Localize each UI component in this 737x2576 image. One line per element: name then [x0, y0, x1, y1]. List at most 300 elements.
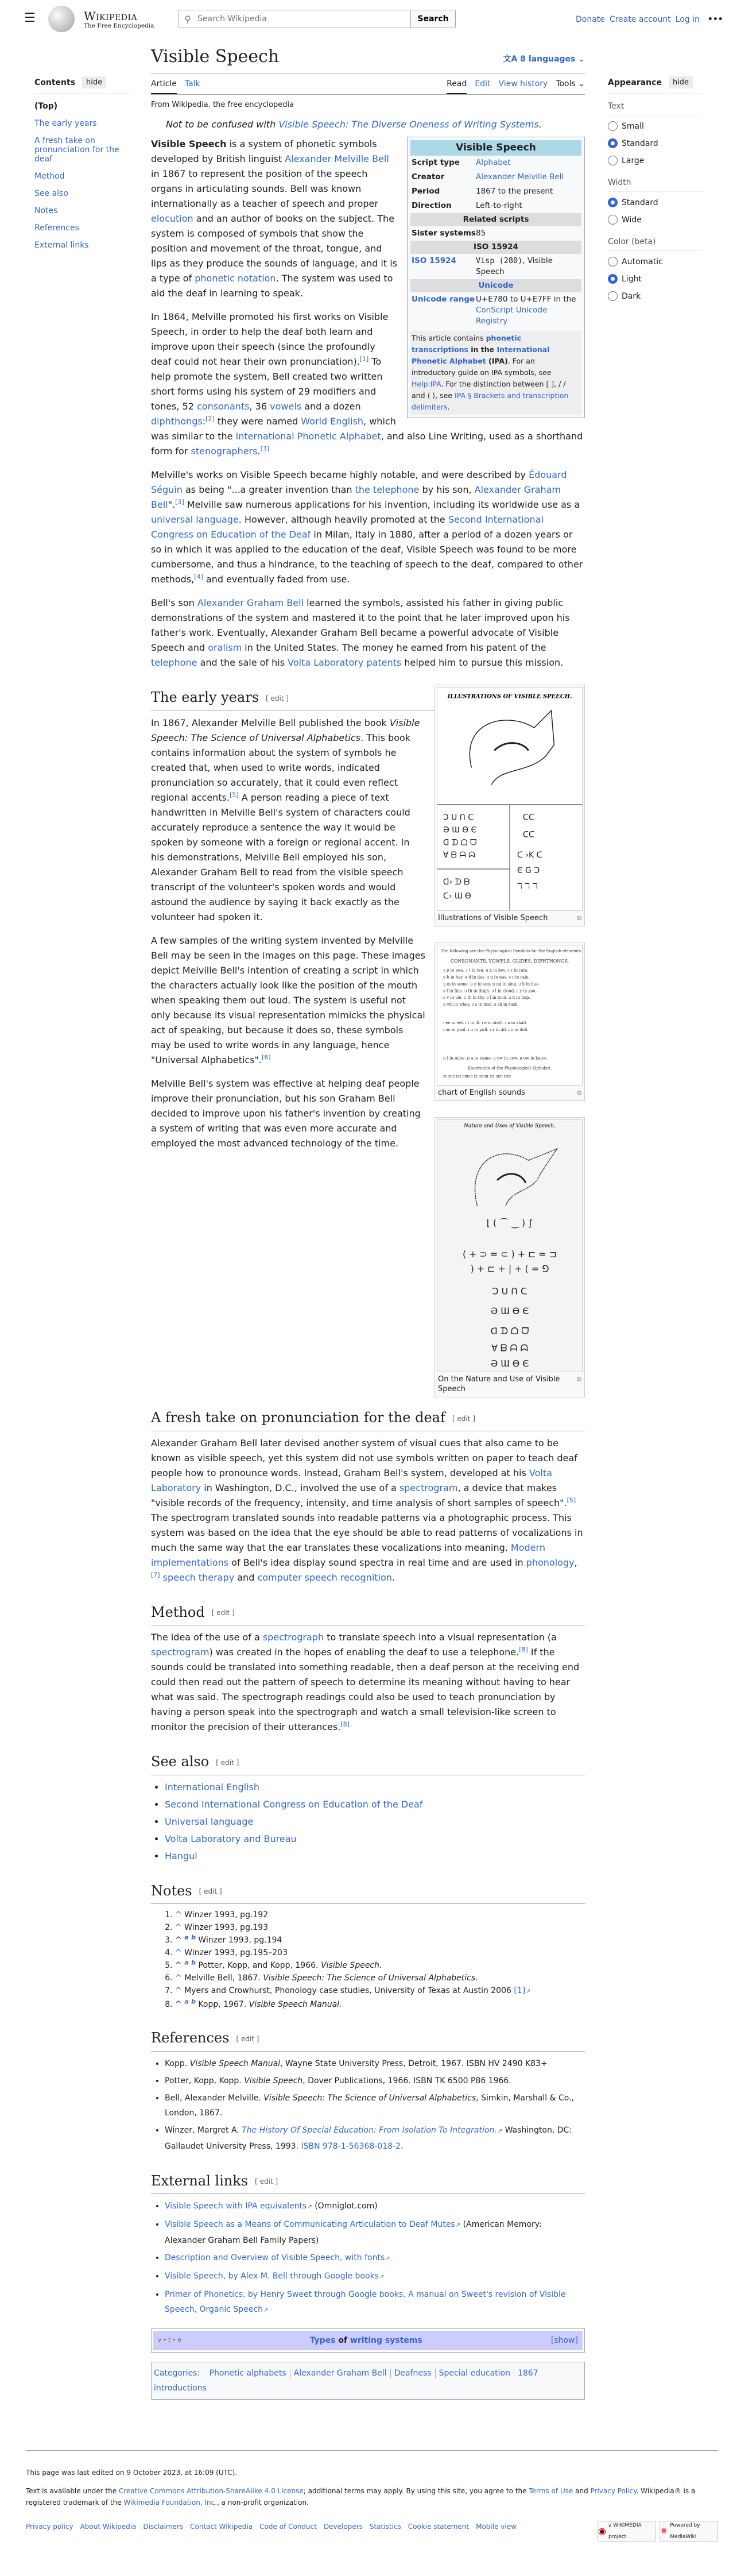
inline-link[interactable]: computer speech recognition	[257, 1571, 392, 1583]
svg-text:ɪ ee in eel. ɪ i in ill. ɪ: ɪ ee in eel. ɪ i in ill. ɪ e in shell. ɪ a in shall.	[443, 1020, 527, 1025]
language-count: 8 languages	[520, 55, 576, 64]
text: and	[234, 1571, 258, 1583]
italic-text: Visible Speech.	[320, 1961, 382, 1970]
text: Not to be confused with	[166, 119, 279, 130]
edit-section-link[interactable]: [ edit ]	[255, 2177, 278, 2185]
tab-view-history[interactable]: View history	[498, 79, 548, 88]
backlink[interactable]: a	[184, 1998, 189, 2006]
citation-ref[interactable]: [3]	[175, 498, 184, 506]
text: , Dover Publications, 1966. ISBN TK 6500 P86 1966.	[302, 2076, 511, 2085]
svg-text:Illustration of the Physiologi: Illustration of the Physiological Alphabet.	[467, 1066, 552, 1071]
navbox-writing-systems-link[interactable]: writing systems	[350, 2336, 422, 2345]
toc-item[interactable]: (Top)	[34, 102, 58, 111]
text: Winzer, Margret A.	[165, 2125, 242, 2135]
figure-nature-and-use	[435, 1117, 585, 1397]
section-heading-external	[151, 2171, 585, 2195]
footer-link[interactable]: Statistics	[369, 2523, 401, 2531]
text: by his son,	[419, 484, 475, 495]
infobox-value: Left-to-right	[476, 201, 522, 210]
option-label: Standard	[622, 138, 658, 148]
bold-link[interactable]: phonetic transcriptions	[412, 334, 522, 354]
svg-text:ᗡ› ᗪ ᗷ: ᗡ› ᗪ ᗷ	[443, 877, 470, 887]
list-item	[165, 1849, 585, 1864]
radio-unchecked[interactable]	[608, 156, 618, 165]
note-item	[175, 1984, 585, 1998]
inline-link[interactable]: phonology	[526, 1557, 575, 1568]
svg-text:ᗡ ᗪ ᗝ ᗜ: ᗡ ᗪ ᗝ ᗜ	[443, 838, 477, 848]
text: This article contains	[412, 334, 486, 342]
footer-link[interactable]: Contact Wikipedia	[190, 2523, 253, 2531]
log-in-link[interactable]: Log in	[675, 15, 700, 24]
svg-text:ᑕ ›K ᑕ: ᑕ ›K ᑕ	[517, 851, 542, 860]
infobox-related-header: Related scripts	[410, 213, 581, 226]
radio-checked[interactable]	[608, 138, 618, 148]
note-item	[175, 1909, 585, 1921]
external-link[interactable]: Primer of Phonetics, by Henry Sweet through Google books. A manual on Sweet's revision of Visible Speech, Organic Speech ↗	[165, 2290, 566, 2314]
citation-ref[interactable]: [1]	[359, 355, 369, 363]
enlarge-icon[interactable]: ⧉	[577, 914, 581, 922]
inline-link[interactable]: IPA § Brackets and transcription delimiters	[412, 391, 569, 411]
section-heading-method	[151, 1602, 585, 1626]
infobox-value: 85	[476, 229, 486, 238]
inline-link[interactable]: phonetic notation	[195, 273, 276, 284]
category-link[interactable]: Alexander Graham Bell	[293, 2369, 387, 2378]
inline-link[interactable]: ^	[175, 1973, 182, 1983]
citation-ref[interactable]: [3]	[260, 445, 270, 453]
external-list	[151, 2199, 585, 2318]
text: , which was similar to the	[151, 416, 396, 442]
category-link[interactable]: Special education	[439, 2369, 510, 2378]
infobox-row	[410, 170, 581, 184]
svg-text:ᑕᑕ: ᑕᑕ	[522, 830, 535, 840]
symbol-glyphs	[443, 813, 542, 901]
citation-ref[interactable]: [7]	[151, 1571, 160, 1579]
article-body	[151, 117, 585, 2400]
citation-ref[interactable]: [2]	[205, 415, 215, 423]
italic-text: Visible Speech: The Science of Universal Alphabetics	[263, 2093, 476, 2103]
text: . However, although heavily promoted at the	[238, 514, 448, 525]
svg-text:ɒ wh in whey. ɜ s in hiss. ɔ: ɒ wh in whey. ɜ s in hiss. ɔ sh in rush.	[443, 1002, 519, 1007]
vte-links[interactable]: v • t • e	[158, 2337, 181, 2343]
text: , a non-profit organization.	[217, 2498, 309, 2507]
inline-link[interactable]: Alexander Graham Bell	[151, 484, 561, 510]
chevron-down-icon: ⌄	[578, 55, 585, 64]
more-options-icon[interactable]: •••	[707, 15, 723, 24]
italic-text: Visible Speech: The Science of Universal Alphabetics.	[263, 1973, 478, 1983]
text: is a system of phonetic symbols developed by British linguist	[151, 138, 377, 164]
text: Melville's works on Visible Speech became highly notable, and were described by	[151, 469, 529, 480]
see-also-link[interactable]: Volta Laboratory and Bureau	[165, 1833, 297, 1844]
paragraph	[151, 1436, 585, 1585]
svg-text:ɒ m in some. ɒ n in son. ɑ: ɒ m in some. ɒ n in son. ɑ ng in sing. ɔ h in hue.	[443, 982, 540, 987]
toc-item[interactable]: Notes	[34, 206, 58, 215]
inline-link[interactable]: ^	[175, 1948, 182, 1957]
iso-code: Visp (280)	[476, 256, 523, 265]
text: Alexander Graham Bell later devised another system of visual cues that also came to be known as visible speech, yet this system did not use symbols written on paper to teach deaf people how to pronounce words. Instead, Graham Bell's system, developed at his	[151, 1437, 577, 1478]
svg-text:ə v in vie. ə th in thy. ə: ə v in vie. ə th in thy. ə l in loud. ɔ h in hop.	[443, 995, 530, 1001]
tab-talk[interactable]: Talk	[184, 79, 200, 88]
toc-item[interactable]: References	[34, 223, 79, 233]
text: Winzer 1993, pg.193	[181, 1923, 269, 1932]
license-text	[26, 2485, 718, 2508]
appearance-panel	[608, 76, 703, 308]
wordmark-tagline: The Free Encyclopedia	[84, 22, 154, 29]
infobox-label: Direction	[412, 201, 452, 210]
svg-text:ℸ ℸ ℸ: ℸ ℸ ℸ	[517, 881, 538, 891]
edit-section-link[interactable]: [ edit ]	[216, 1758, 239, 1767]
heading-text: A fresh take on pronunciation for the deaf	[151, 1409, 445, 1426]
divider	[390, 2369, 391, 2378]
donate-link[interactable]: Donate	[576, 15, 605, 24]
external-link[interactable]: The History Of Special Education: From Isolation To Integration. ↗	[242, 2126, 502, 2135]
option-label: Automatic	[622, 257, 663, 267]
text: . The system was used to aid the deaf in learning to speak.	[151, 273, 393, 299]
svg-text:ɪ oo in pool. ɪ u in pull. ɪ: ɪ oo in pool. ɪ u in pull. ɪ a in all. ɪ o in doll.	[443, 1027, 529, 1032]
text: ".	[168, 499, 176, 510]
inline-link[interactable]: Wikimedia Foundation, Inc.	[123, 2498, 218, 2507]
main-menu-icon[interactable]	[25, 13, 37, 22]
text: , and also Line Writing, used as a shorthand form for	[151, 431, 583, 457]
inline-link[interactable]: diphthongs	[151, 416, 203, 427]
text: ; additional terms may apply. By using this site, you agree to the	[303, 2487, 529, 2495]
chart-of-english-sounds-image[interactable]	[437, 945, 583, 1086]
text: and eventually faded from use.	[203, 574, 350, 585]
see-also-link[interactable]: International English	[165, 1781, 259, 1793]
search-input[interactable]	[196, 10, 410, 28]
footer-link[interactable]: Cookie statement	[408, 2523, 470, 2531]
backlink[interactable]: b	[191, 1998, 196, 2006]
external-link[interactable]: Visible Speech as a Means of Communicating Articulation to Deaf Mutes ↗	[165, 2220, 460, 2229]
radio-checked[interactable]	[608, 274, 618, 284]
navbox-types-link[interactable]: Types	[309, 2336, 336, 2345]
article-subject: Visible Speech	[151, 138, 227, 149]
external-link[interactable]: Visible Speech, by Alex M. Bell through Google books ↗	[165, 2272, 384, 2281]
text: and an author of books on the subject. The system is composed of symbols that show the position and movement of the throat, tongue, and lips as they produce the sounds of language, and it is a type of	[151, 213, 397, 284]
text: Melville saw numerous applications for his invention, including its worldwide use as a	[184, 499, 580, 510]
text: Winzer 1993, pg.195–203	[181, 1948, 288, 1957]
hatnote	[151, 117, 585, 132]
conscript-link[interactable]: ConScript Unicode Registry	[476, 306, 548, 326]
wikimedia-logo-icon: ◉	[598, 2525, 606, 2536]
toc-item[interactable]: See also	[34, 189, 68, 198]
inline-link[interactable]: Second International Congress on Education of the Deaf	[151, 514, 544, 540]
inline-link[interactable]: Help:IPA	[412, 380, 441, 388]
svg-text:Ɔ ᑌ ᑎ ᑕ: Ɔ ᑌ ᑎ ᑕ	[443, 813, 474, 822]
figure-illustrations	[435, 685, 585, 926]
infobox-label: Sister systems	[412, 229, 476, 238]
radio-unchecked[interactable]	[608, 215, 618, 225]
search-box	[179, 10, 456, 28]
section-heading-fresh	[151, 1408, 585, 1431]
see-also-link[interactable]: Hangul	[165, 1850, 197, 1861]
inline-link[interactable]: Privacy Policy	[590, 2487, 637, 2495]
appearance-option[interactable]	[608, 198, 703, 207]
inline-link[interactable]: oralism	[208, 642, 242, 653]
paragraph	[151, 596, 585, 670]
powered-by-mediawiki-badge[interactable]	[660, 2521, 718, 2542]
citation-ref[interactable]: [8]	[519, 1646, 528, 1654]
wikimedia-project-badge[interactable]	[598, 2521, 656, 2542]
search-button[interactable]: Search	[410, 10, 455, 28]
tab-article[interactable]: Article	[151, 79, 177, 94]
text: In 1867, Alexander Melville Bell published the book	[151, 717, 390, 728]
svg-text:Ɐ ᗷ ᗩ ᗣ: Ɐ ᗷ ᗩ ᗣ	[443, 851, 475, 860]
inline-link[interactable]: ^	[175, 1986, 182, 1995]
tools-menu[interactable]: Tools ⌄	[556, 79, 585, 88]
infobox-row	[410, 184, 581, 199]
radio-unchecked[interactable]	[608, 121, 618, 131]
edit-section-link[interactable]: [ edit ]	[199, 1887, 222, 1895]
text: .	[257, 446, 261, 457]
list-item	[165, 2250, 585, 2266]
toc-item[interactable]: A fresh take on pronunciation for the deaf	[34, 136, 119, 164]
svg-text:⌊ ( ⌒ ‿ ) ∫: ⌊ ( ⌒ ‿ ) ∫	[486, 1217, 533, 1229]
inline-link[interactable]: ^	[175, 1923, 182, 1932]
inline-link[interactable]: spectrogram	[151, 1647, 210, 1658]
infobox-iso-header: ISO 15924	[410, 241, 581, 254]
appearance-option[interactable]	[608, 121, 703, 131]
text: Bell's son	[151, 597, 197, 608]
note-item	[175, 1947, 585, 1959]
appearance-option[interactable]	[608, 138, 703, 148]
inline-link[interactable]: World English	[301, 416, 364, 427]
list-item	[165, 1832, 585, 1847]
text: in Milan, Italy in 1880, after a period of a dozen years or so in which it was applied to the education of the deaf, Visible Speech was found to be more cumbersome, and thus a hindrance, to the teaching of speech to the deaf, compared to other methods,	[151, 529, 583, 585]
citation-ref[interactable]: [6]	[262, 1053, 271, 1061]
tab-read[interactable]: Read	[447, 79, 467, 94]
text: in the United States. The money he earned from his patent of the	[242, 642, 546, 653]
category-link[interactable]: Phonetic alphabets	[209, 2369, 286, 2378]
infobox-label: Script type	[412, 158, 460, 167]
inline-link[interactable]: vowels	[270, 401, 302, 412]
text: ^	[175, 1961, 185, 1970]
inline-link[interactable]: spectrogram	[399, 1482, 458, 1493]
svg-text:ɪɪ i in mine. ɪɪ a in name.: ɪɪ i in mine. ɪɪ a in name. ɪɪ ow in now. ɪɪ ow in know.	[443, 1056, 548, 1061]
heading-text: Method	[151, 1604, 205, 1620]
italic-text: Visible Speech: The Science of Universal Alphabetics	[151, 717, 420, 743]
svg-text:ᑕ› Ɯ Ө: ᑕ› Ɯ Ө	[443, 891, 471, 901]
see-also-link[interactable]: Second International Congress on Education of the Deaf	[165, 1798, 423, 1810]
footer	[26, 2450, 718, 2542]
citation-ref[interactable]: [8]	[340, 1720, 350, 1728]
option-label: Wide	[622, 215, 642, 225]
enlarge-icon[interactable]: ⧉	[577, 1376, 581, 1383]
inline-link[interactable]: International Phonetic Alphabet	[235, 431, 381, 442]
category-link[interactable]: Deafness	[394, 2369, 432, 2378]
wikipedia-wordmark[interactable]	[84, 9, 154, 29]
text: The spectrogram translated sounds into readable patterns via a photographic process. This system was based on the idea that the eye should be able to read patterns of vocalizations in much the same way that the ear translates these vocalizations into meaning.	[151, 1512, 583, 1553]
citation-ref[interactable]: [5]	[230, 791, 239, 799]
inline-link[interactable]: Visible Speech: The Diverse Oneness of Writing Systems	[278, 119, 539, 130]
appearance-option[interactable]	[608, 215, 703, 225]
radio-checked[interactable]	[608, 198, 618, 207]
text: ) was created in the hopes of enabling the deaf to use a telephone.	[209, 1647, 519, 1658]
infobox-value[interactable]: Alphabet	[476, 158, 511, 167]
text: learned the symbols, assisted his father in giving public demonstrations of the system and mastered it to the point that he later improved upon his father's work. Eventually, Alexander Graham Bell became a powerful advocate of Visible Speech and	[151, 597, 570, 653]
footer-link[interactable]: Disclaimers	[143, 2523, 184, 2531]
edit-section-link[interactable]: [ edit ]	[211, 1609, 235, 1617]
text: , a device that makes "visible records of the frequency, intensity, and time analysis of short samples of speech".	[151, 1482, 567, 1508]
image-lettering: CONSONANTS. VOWELS. GLIDES. DIPHTHONGS.	[450, 958, 569, 964]
unicode-header-link[interactable]: Unicode	[478, 281, 514, 290]
language-button[interactable]	[503, 53, 585, 64]
text: ^	[175, 1936, 185, 1945]
create-account-link[interactable]: Create account	[609, 15, 671, 24]
text: , 36	[249, 401, 270, 412]
list-item	[165, 2091, 585, 2121]
text: A few samples of the writing system invented by Melville Bell may be seen in the images on this page. These images depict Melville Bell's intention of creating a script in which the characters actually look like the position of the mouth when speaking them out loud. The system is useful not only because its visual representation mimicks the physical act of speaking, but because it does so, these symbols may be used to write words in any language, hence "Universal Alphabetics".	[151, 934, 425, 1065]
text: they were named	[214, 416, 301, 427]
svg-text:ɔ f in fine. ɔ th in thigh. ɔ: ɔ f in fine. ɔ th in thigh. ɔ l in cloud. ɛ y in you.	[443, 988, 537, 994]
categories-label[interactable]: Categories:	[154, 2369, 200, 2378]
inline-link[interactable]: Creative Commons Attribution-ShareAlike 4.0 License	[118, 2487, 304, 2495]
toc-item[interactable]: The early years	[34, 119, 97, 128]
text: to translate speech into a visual representation (a	[324, 1632, 557, 1643]
ipa-notice	[410, 331, 581, 415]
figure-caption: Illustrations of Visible Speech	[438, 914, 548, 922]
appearance-option[interactable]	[608, 274, 703, 284]
svg-text:) + ⊏ + | + ( = ⅁: ) + ⊏ + | + ( = ⅁	[470, 1263, 549, 1275]
unicode-range-link[interactable]: Unicode range	[412, 295, 475, 304]
bold-text: (IPA)	[486, 357, 508, 365]
infobox-value[interactable]: Alexander Melville Bell	[476, 172, 564, 181]
see-also-list	[151, 1780, 585, 1864]
image-lettering: Nature and Uses of Visible Speech.	[464, 1123, 556, 1129]
svg-text:Ə Ɯ Ө Є: Ə Ɯ Ө Є	[490, 1306, 529, 1317]
footer-link[interactable]: About Wikipedia	[80, 2523, 137, 2531]
appearance-option[interactable]	[608, 291, 703, 301]
text: . For the distinction between [ ], / / and ⟨ ⟩, see	[412, 380, 566, 400]
heading-text: References	[151, 2030, 230, 2046]
toc-hide-button[interactable]: hide	[82, 76, 106, 88]
external-link[interactable]: Description and Overview of Visible Speech, with fonts ↗	[165, 2253, 390, 2262]
text: :	[202, 416, 206, 427]
site-subtitle: From Wikipedia, the free encyclopedia	[151, 101, 294, 109]
category-link[interactable]: 1867 introductions	[154, 2369, 538, 2393]
categories	[151, 2362, 585, 2400]
text: of Bell's idea display sound spectra in real time and are used in	[228, 1557, 526, 1568]
text: Kopp.	[165, 2059, 190, 2068]
bold-link[interactable]: International Phonetic Alphabet	[412, 345, 550, 365]
inline-link[interactable]: telephone	[151, 657, 197, 668]
radio-unchecked[interactable]	[608, 257, 618, 267]
inline-link[interactable]: speech therapy	[162, 1571, 235, 1583]
backlink[interactable]: a	[184, 1933, 189, 1941]
option-label: Light	[622, 274, 642, 284]
text: Myers and Crowhurst, Phonology case studies, University of Texas at Austin 2006	[181, 1986, 514, 1995]
footer-link[interactable]: Privacy policy	[26, 2523, 73, 2531]
inline-link[interactable]: Terms of Use	[529, 2487, 573, 2495]
edit-section-link[interactable]: [ edit ]	[236, 2034, 259, 2043]
site-header	[0, 0, 737, 37]
inline-link[interactable]: spectrograph	[262, 1632, 324, 1643]
svg-text:ᑕᑕ: ᑕᑕ	[522, 813, 535, 822]
paragraph	[151, 1630, 585, 1735]
language-icon: 文A	[503, 55, 521, 64]
text: A person reading a piece of text handwritten in Melville Bell's system of characters could accurately reproduce a sentence the way it would be spoken by someone with a foreign or regional accent. In his demonstrations, Melville Bell employed his son, Alexander Graham Bell to read from the visible speech transcript of the volunteer's spoken words and would astound the audience by saying it back exactly as the volunteer had spoken it.	[151, 791, 410, 922]
inline-link[interactable]: Alexander Graham Bell	[197, 597, 304, 608]
bold-text: in the	[468, 345, 497, 354]
inline-link[interactable]: elocution	[151, 213, 193, 224]
inline-link[interactable]: universal language	[151, 514, 239, 525]
infobox	[407, 137, 585, 418]
unicode-value: U+E780 to U+E7FF in the	[476, 295, 576, 304]
text: . For an introductory guide on IPA symbols, see	[412, 357, 552, 377]
list-item	[165, 2199, 585, 2215]
text: Melville Bell, 1867.	[181, 1973, 263, 1983]
appearance-hide-button[interactable]: hide	[669, 76, 693, 88]
inline-link[interactable]: ^	[175, 1910, 182, 1920]
text: Melville Bell's system was effective at helping deaf people improve their pronunciation, but his son Graham Bell decided to improve upon his father's invention by creating a system of writing that was even more accurate and employed the most advanced technology of the time.	[151, 1077, 421, 1149]
text: and a dozen	[301, 401, 361, 412]
footer-link[interactable]: Mobile view	[476, 2523, 517, 2531]
mediawiki-logo-icon: ✹	[660, 2525, 668, 2536]
backlink[interactable]: b	[191, 1959, 196, 1967]
option-label: Standard	[622, 198, 658, 207]
svg-text:Ə Ɯ Ө Є: Ə Ɯ Ө Є	[443, 825, 477, 835]
toc-item[interactable]: Method	[34, 172, 65, 181]
inline-link[interactable]: the telephone	[355, 484, 420, 495]
citation-ref[interactable]: [5]	[567, 1496, 576, 1504]
inline-link[interactable]: Alexander Melville Bell	[285, 153, 389, 164]
inline-link[interactable]: ISBN 978-1-56368-018-2	[301, 2141, 401, 2151]
inline-link[interactable]: Modern implementations	[151, 1542, 545, 1568]
infobox-row	[410, 199, 581, 213]
backlink[interactable]: a	[184, 1959, 189, 1967]
appearance-group-label: Color (beta)	[608, 237, 703, 251]
heading-text: The early years	[151, 689, 259, 705]
iso-15924-link[interactable]: ISO 15924	[412, 256, 456, 265]
illustrations-image[interactable]	[437, 687, 583, 911]
inline-link[interactable]: consonants	[197, 401, 250, 412]
svg-text:Ɐ ᗷ ᗩ ᗣ: Ɐ ᗷ ᗩ ᗣ	[491, 1342, 528, 1354]
appearance-option[interactable]	[608, 156, 703, 165]
tab-edit[interactable]: Edit	[475, 79, 491, 88]
backlink[interactable]: b	[191, 1933, 196, 1941]
inline-link[interactable]: Volta Laboratory patents	[288, 657, 402, 668]
text: . This book contains information about the system of symbols he created that, when used to write words, indicated pronunciation so accurately, that it could even reflect regional accents.	[151, 732, 411, 803]
note-item	[175, 1921, 585, 1934]
edit-section-link[interactable]: [ edit ]	[266, 694, 289, 702]
see-also-link[interactable]: Universal language	[165, 1816, 254, 1827]
radio-unchecked[interactable]	[608, 291, 618, 301]
inline-link[interactable]: stenographers	[191, 446, 258, 457]
list-item	[165, 2269, 585, 2285]
footer-link[interactable]: Code of Conduct	[259, 2523, 317, 2531]
text: Winzer 1993, pg.194	[195, 1936, 282, 1945]
inline-link[interactable]: Volta Laboratory	[151, 1467, 552, 1493]
navbox-show-button[interactable]: [show]	[550, 2336, 578, 2345]
figure-chart-of-sounds	[435, 943, 585, 1101]
external-link[interactable]: Visible Speech with IPA equivalents ↗	[165, 2202, 312, 2211]
edit-section-link[interactable]: [ edit ]	[452, 1414, 475, 1423]
toc-item[interactable]: External links	[34, 241, 89, 250]
appearance-option[interactable]	[608, 257, 703, 267]
external-link[interactable]: [1] ↗	[514, 1986, 530, 1995]
inline-link[interactable]: Édouard Séguin	[151, 469, 567, 495]
list-item	[165, 1797, 585, 1812]
nature-and-use-image[interactable]	[437, 1119, 583, 1372]
enlarge-icon[interactable]: ⧉	[577, 1089, 581, 1096]
text: .	[447, 403, 450, 411]
italic-text: Visible Speech	[244, 2076, 303, 2085]
infobox-row	[410, 156, 581, 170]
footer-link[interactable]: Developers	[323, 2523, 363, 2531]
text: Winzer 1993, pg.192	[181, 1910, 269, 1920]
wikipedia-globe-logo[interactable]	[48, 6, 75, 32]
citation-ref[interactable]: [4]	[194, 573, 203, 581]
svg-text:Ɔ ᑌ ᑎ ᑕ: Ɔ ᑌ ᑎ ᑕ	[492, 1285, 527, 1297]
